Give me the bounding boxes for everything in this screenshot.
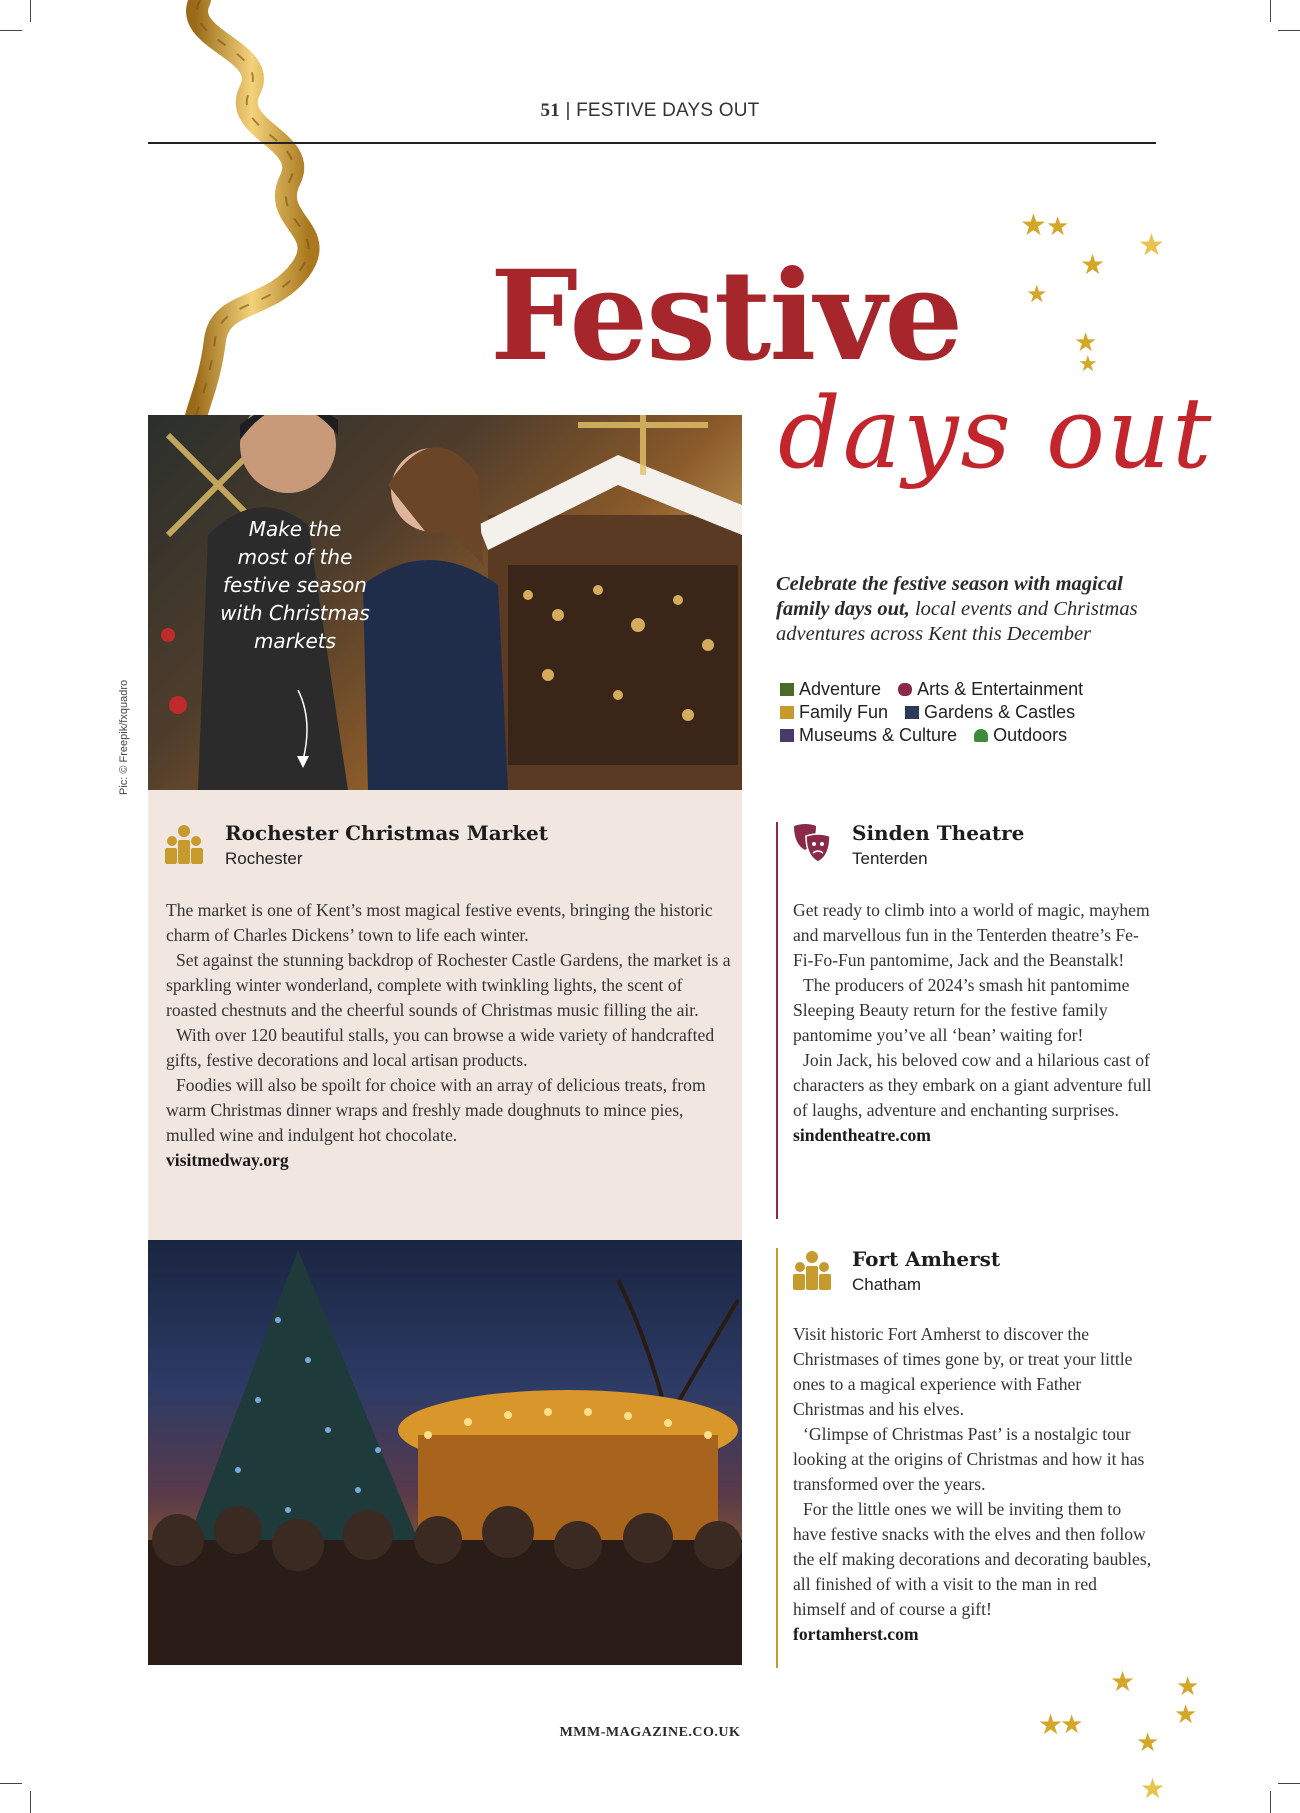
photo-caption: Make the most of the festive season with Christmas markets <box>220 517 370 653</box>
tree-icon <box>974 729 988 742</box>
legend-item-arts: Arts & Entertainment <box>898 679 1083 699</box>
intro-rest: local events and Christmas adventures across Kent this December <box>776 598 1138 645</box>
star-icon: ★ <box>1136 1728 1160 1758</box>
photo-credit: Pic: © Freepik/fxquadro <box>118 679 130 795</box>
legend-item-outdoors: Outdoors <box>974 725 1067 745</box>
legend-item-family-fun: Family Fun <box>780 702 888 722</box>
theatre-masks-icon <box>792 822 832 866</box>
intro-text <box>776 572 1156 647</box>
page-header <box>0 100 1300 122</box>
rochester-body: The market is one of Kent’s most magical festive events, bringing the historic charm of Charles Dickens’ town to life each winter. Set against the stunning backdrop of Rochester Castle Gardens, the market is a sparkling winter wonderland, complete with twinkling lights, the scent of roasted chestnuts and the cheerful sounds of Christmas music filling the air. With over 120 beautiful stalls, you can browse a wide variety of handcrafted gifts, festive decorations and local artisan products. Foodies will also be spoilt for choice with an array of delicious treats, from warm Christmas dinner wraps and freshly made doughnuts to mince pies, mulled wine and indulgent hot chocolate. visitmedway.org <box>166 898 732 1173</box>
star-icon: ★ <box>1110 1665 1136 1698</box>
star-icon: ★ <box>1074 328 1098 358</box>
footer-url[interactable]: MMM-MAGAZINE.CO.UK <box>559 1725 741 1740</box>
caption-arrow-icon <box>288 690 318 770</box>
rochester-link[interactable]: visitmedway.org <box>166 1150 289 1170</box>
header-separator: | <box>565 100 571 121</box>
page-number: 51 <box>540 100 560 121</box>
house-icon <box>905 706 919 719</box>
star-icon: ★ <box>1140 1772 1166 1805</box>
legend-item-adventure: Adventure <box>780 679 881 699</box>
section-name: FESTIVE DAYS OUT <box>576 100 760 121</box>
castle-icon <box>780 683 794 696</box>
sinden-rule <box>776 822 778 1219</box>
rochester-title: Rochester Christmas Market <box>225 821 549 845</box>
fort-body: Visit historic Fort Amherst to discover the Christmases of times gone by, or treat your little ones to a magical experience with Father Christmas and his elves. ‘Glimpse of Christmas Past’ is a nostalgic tour looking at the origins of Christmas and how it has transformed over the years. For the little ones we will be inviting them to have festive snacks with the elves and then follow the elf making decorations and decorating baubles, all finished of with a visit to the man in red himself and of course a gift! fortamherst.com <box>793 1322 1153 1647</box>
star-icon: ★ <box>1038 1708 1064 1741</box>
fort-title: Fort Amherst <box>852 1247 1001 1271</box>
theatre-masks-icon <box>898 683 912 696</box>
star-icon: ★ <box>1026 280 1048 308</box>
intro-bold: Celebrate the festive season with magical family days out, <box>776 573 1123 620</box>
sinden-link[interactable]: sindentheatre.com <box>793 1125 931 1145</box>
star-icon: ★ <box>1046 212 1070 242</box>
category-legend <box>780 678 1160 747</box>
star-icon: ★ <box>1080 248 1106 281</box>
sinden-title: Sinden Theatre <box>852 821 1025 845</box>
fort-rule <box>776 1248 778 1668</box>
page-title-festive: Festive <box>490 244 962 389</box>
sinden-body: Get ready to climb into a world of magic, mayhem and marvellous fun in the Tenterden theatre’s Fe-Fi-Fo-Fun pantomime, Jack and the Beanstalk! The producers of 2024’s smash hit pantomime Sleeping Beauty return for the festive family pantomime you’ve all ‘bean’ waiting for! Join Jack, his beloved cow and a hilarious cast of characters as they embark on a giant adventure full of laughs, adventure and enchanting surprises. sindentheatre.com <box>793 898 1153 1148</box>
family-icon <box>164 824 204 866</box>
star-icon: ★ <box>1078 352 1098 377</box>
family-icon <box>780 706 794 719</box>
museum-icon <box>780 729 794 742</box>
star-icon: ★ <box>1138 228 1165 263</box>
star-icon: ★ <box>1060 1710 1084 1740</box>
star-icon: ★ <box>1174 1700 1198 1730</box>
family-icon <box>792 1250 832 1292</box>
star-icon: ★ <box>1020 208 1047 243</box>
legend-item-gardens: Gardens & Castles <box>905 702 1075 722</box>
legend-item-museums: Museums & Culture <box>780 725 957 745</box>
header-rule <box>148 142 1156 144</box>
gold-ribbon-decoration <box>160 0 360 420</box>
photo-carousel-christmas-tree <box>148 1240 742 1665</box>
star-icon: ★ <box>1176 1672 1200 1702</box>
fort-link[interactable]: fortamherst.com <box>793 1624 919 1644</box>
sinden-location: Tenterden <box>852 849 928 868</box>
fort-location: Chatham <box>852 1275 921 1294</box>
page-title-days-out: days out <box>778 377 1214 491</box>
rochester-location: Rochester <box>225 849 303 868</box>
